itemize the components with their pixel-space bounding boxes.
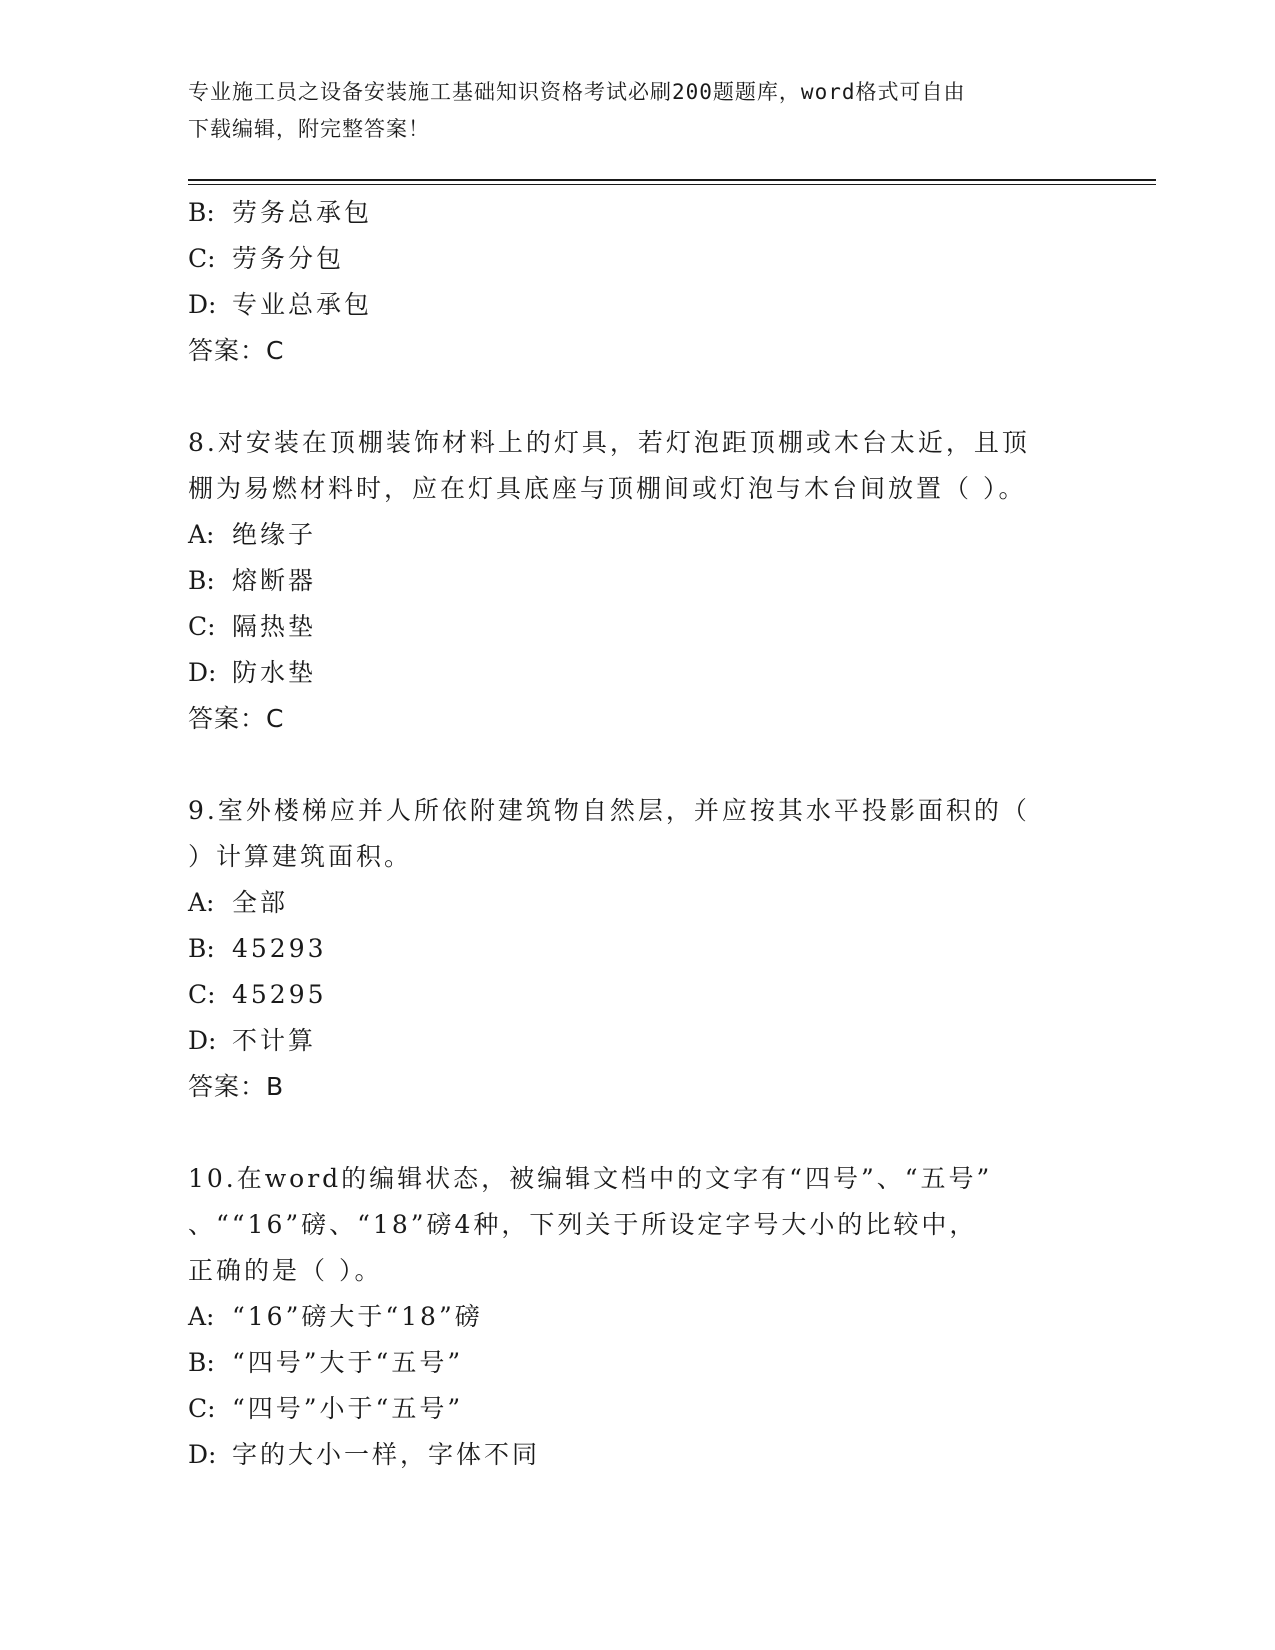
option-text: 隔热垫 — [232, 612, 317, 641]
option-c — [188, 604, 1088, 650]
option-letter: D: — [188, 1440, 217, 1469]
question-9 — [188, 788, 1088, 1110]
option-letter: B: — [188, 566, 215, 595]
option-a — [188, 880, 1088, 926]
option-text: “四号”大于“五号” — [232, 1348, 464, 1377]
option-text: 字的大小一样，字体不同 — [232, 1440, 541, 1469]
option-letter: D: — [188, 1026, 217, 1055]
option-text: 全部 — [232, 888, 289, 917]
option-letter: C: — [188, 612, 216, 641]
question-text-line-2: 棚为易燃材料时，应在灯具底座与顶棚间或灯泡与木台间放置（ ）。 — [188, 474, 1027, 503]
question-text-line-3: 正确的是（ ）。 — [188, 1256, 383, 1285]
option-a — [188, 1294, 1088, 1340]
option-text: 45293 — [232, 934, 327, 963]
option-letter: C: — [188, 980, 216, 1009]
header-rule-thick — [188, 179, 1156, 181]
question-7-tail — [188, 190, 1088, 374]
option-letter: B: — [188, 198, 215, 227]
option-letter: D: — [188, 658, 217, 687]
option-d — [188, 282, 1088, 328]
question-text-line-2: 、““16”磅、“18”磅4种，下列关于所设定字号大小的比较中， — [188, 1210, 978, 1239]
question-10 — [188, 1156, 1088, 1478]
option-letter: C: — [188, 1394, 216, 1423]
option-b — [188, 190, 1088, 236]
option-text: 45295 — [232, 980, 327, 1009]
option-text: “16”磅大于“18”磅 — [232, 1302, 483, 1331]
document-header — [188, 74, 1068, 148]
option-letter: B: — [188, 1348, 215, 1377]
option-text: 劳务分包 — [232, 244, 345, 273]
question-8 — [188, 420, 1088, 742]
option-letter: A: — [188, 520, 215, 549]
option-letter: A: — [188, 888, 215, 917]
option-letter: B: — [188, 934, 215, 963]
option-d — [188, 650, 1088, 696]
option-d — [188, 1018, 1088, 1064]
option-letter: C: — [188, 244, 216, 273]
option-b — [188, 558, 1088, 604]
question-content — [188, 190, 1088, 1478]
option-letter: D: — [188, 290, 217, 319]
answer-line: 答案：C — [188, 704, 285, 733]
header-rule-thin — [188, 184, 1156, 185]
question-text-line-1: 8.对安装在顶棚装饰材料上的灯具，若灯泡距顶棚或木台太近，且顶 — [188, 428, 1030, 457]
answer-line: 答案：B — [188, 1072, 285, 1101]
option-c — [188, 1386, 1088, 1432]
option-c — [188, 236, 1088, 282]
option-text: 不计算 — [232, 1026, 317, 1055]
option-letter: A: — [188, 1302, 215, 1331]
option-b — [188, 926, 1088, 972]
question-text-line-2: ）计算建筑面积。 — [188, 842, 413, 871]
option-a — [188, 512, 1088, 558]
question-text-line-1: 9.室外楼梯应并人所依附建筑物自然层，并应按其水平投影面积的（ — [188, 796, 1030, 825]
option-text: 专业总承包 — [232, 290, 373, 319]
option-text: 熔断器 — [232, 566, 317, 595]
option-text: 防水垫 — [232, 658, 317, 687]
question-text-line-1: 10.在word的编辑状态，被编辑文档中的文字有“四号”、“五号” — [188, 1164, 993, 1193]
header-line-1: 专业施工员之设备安装施工基础知识资格考试必刷200题题库，word格式可自由 — [188, 80, 966, 104]
spacer — [188, 742, 1088, 788]
option-d — [188, 1432, 1088, 1478]
answer-line: 答案：C — [188, 336, 285, 365]
option-text: 劳务总承包 — [232, 198, 373, 227]
option-b — [188, 1340, 1088, 1386]
option-c — [188, 972, 1088, 1018]
spacer — [188, 374, 1088, 420]
spacer — [188, 1110, 1088, 1156]
option-text: 绝缘子 — [232, 520, 317, 549]
option-text: “四号”小于“五号” — [232, 1394, 464, 1423]
header-line-2: 下载编辑，附完整答案！ — [188, 117, 430, 141]
